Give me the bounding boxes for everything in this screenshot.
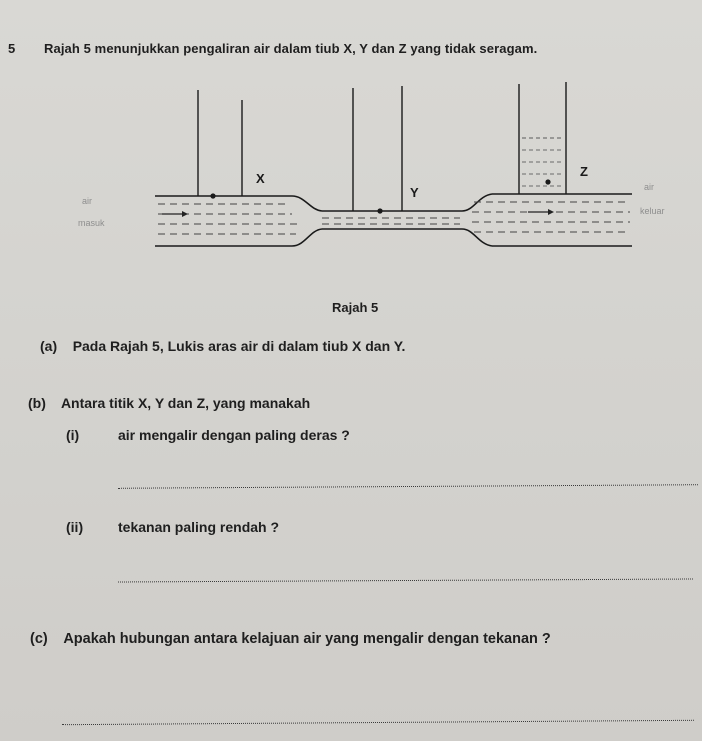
part-b <box>28 396 310 410</box>
part-b-ii-text: tekanan paling rendah ? <box>118 519 280 535</box>
figure-caption: Rajah 5 <box>332 300 379 315</box>
faint-label-air-left: air <box>82 196 93 206</box>
point-y-marker <box>377 208 382 213</box>
point-z-marker <box>545 179 550 184</box>
label-y: Y <box>410 185 419 200</box>
part-c-label: (c) <box>30 631 48 647</box>
part-c <box>30 632 551 647</box>
venturi-tube-diagram <box>60 78 702 278</box>
faint-label-air-right: air <box>644 182 655 192</box>
part-b-ii-label: (ii) <box>66 519 84 535</box>
label-x: X <box>256 171 265 186</box>
question-stem: Rajah 5 menunjukkan pengaliran air dalam tiub X, Y dan Z yang tidak seragam. <box>44 41 538 56</box>
left-taper-bottom <box>292 229 322 246</box>
flow-arrow-icon <box>528 209 554 215</box>
part-b-i-label: (i) <box>66 427 80 443</box>
part-b-i-text: air mengalir dengan paling deras ? <box>118 427 350 443</box>
label-z: Z <box>580 164 588 179</box>
part-a-label: (a) <box>40 338 58 354</box>
flow-arrow-icon <box>162 211 188 217</box>
point-x-marker <box>210 193 215 198</box>
part-a <box>40 339 405 353</box>
left-taper-top <box>292 196 322 211</box>
question-number: 5 <box>8 41 16 56</box>
faint-label-keluar: keluar <box>640 206 665 216</box>
diagram-drawing <box>155 82 632 246</box>
answer-line-c[interactable] <box>62 720 694 725</box>
answer-line-b-i[interactable] <box>118 484 698 489</box>
part-b-label: (b) <box>28 395 46 411</box>
part-a-text: Pada Rajah 5, Lukis aras air di dalam tiub X dan Y. <box>72 338 406 354</box>
part-c-text: Apakah hubungan antara kelajuan air yang mengalir dengan tekanan ? <box>63 631 551 647</box>
answer-line-b-ii[interactable] <box>118 578 693 582</box>
faint-label-masuk: masuk <box>78 218 105 228</box>
part-b-text: Antara titik X, Y dan Z, yang manakah <box>60 395 311 411</box>
